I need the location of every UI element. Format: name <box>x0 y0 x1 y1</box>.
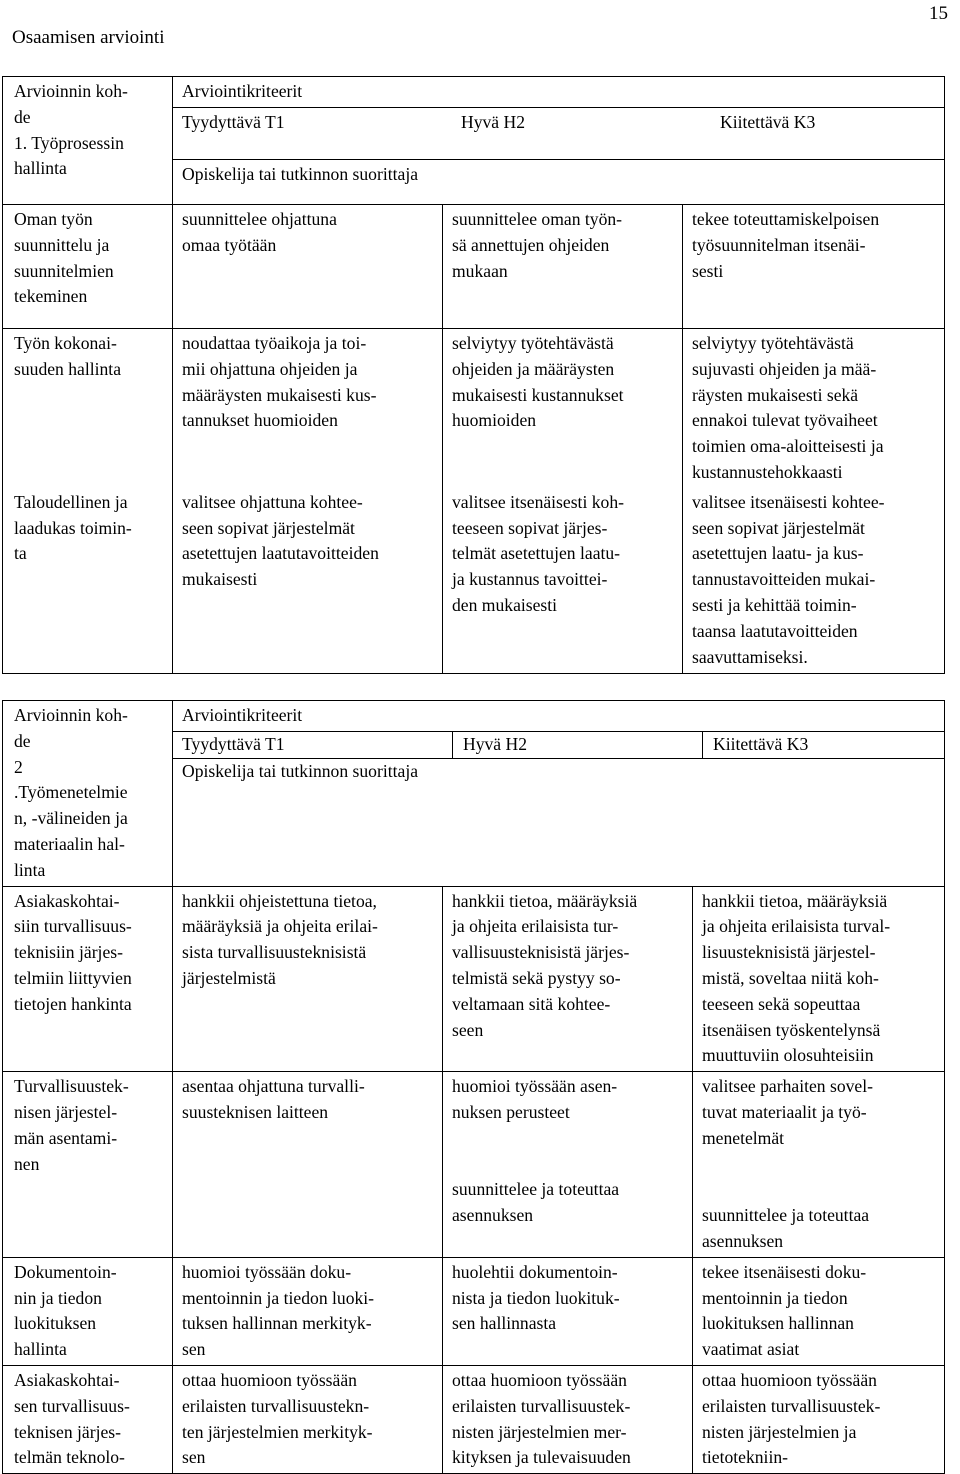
table-header-row <box>3 77 945 205</box>
row-k3: valitsee itsenäisesti kohtee- seen sopivat järjestelmät asetettujen laatu- ja kus- tannustavoitteiden mukai- sesti ja kehittää toimin- taansa laatutavoitteiden saavuttamiseksi. <box>692 491 885 667</box>
grade-h2: Hyvä H2 <box>453 732 703 758</box>
row-k3: selviytyy työtehtävästä sujuvasti ohjeiden ja mää- räysten mukaisesti sekä ennakoi tulevat työvaiheet toimien oma-aloitteisesti ja kustannustehokkaasti <box>692 333 884 482</box>
row-t1: suunnittelee ohjattuna omaa työtään <box>182 209 337 255</box>
subject-label: Opiskelija tai tutkinnon suorittaja <box>182 761 419 781</box>
row-h2: valitsee itsenäisesti koh- teeseen sopivat järjes- telmät asetettujen laatu- ja kustannus tavoittei- den mukaisesti <box>452 491 624 615</box>
row-target: Asiakaskohtai- siin turvallisuus- teknisiin järjes- telmiin liittyvien tietojen hankinta <box>14 890 132 1014</box>
row-h2: huolehtii dokumentoin- nista ja tiedon luokituk- sen hallinnasta <box>452 1261 620 1334</box>
row-t1: valitsee ohjattuna kohtee- seen sopivat järjestelmät asetettujen laatutavoitteiden mukaisesti <box>182 491 379 590</box>
table-row <box>3 1365 945 1473</box>
row-h2: suunnittelee oman työn- sä annettujen ohjeiden mukaan <box>452 209 623 281</box>
grade-t1: Tyydyttävä T1 <box>182 111 285 132</box>
row-h2: ottaa huomioon työssään erilaisten turvallisuustek- nisten järjestelmien mer- kityksen ja tulevaisuuden <box>452 1369 631 1468</box>
criteria-header <box>173 701 945 887</box>
row-k3: hankkii tietoa, määräyksiä ja ohjeita erilaisista turval- lisuusteknisistä järjestel- mistä, soveltaa niitä koh- teeseen sekä sopeuttaa itsenäisen työskentelynsä muuttuviin olosuhteisiin <box>702 890 891 1066</box>
grade-h2: Hyvä H2 <box>461 111 526 132</box>
assessment-target-header <box>3 701 173 887</box>
row-target: Dokumentoin- nin ja tiedon luokituksen hallinta <box>14 1261 117 1360</box>
row-k3: ottaa huomioon työssään erilaisten turvallisuustek- nisten järjestelmien ja tietotekniin- <box>702 1369 881 1468</box>
grade-k3: Kiitettävä K3 <box>720 111 816 132</box>
row-t1: huomioi työssään doku- mentoinnin ja tiedon luoki- tuksen hallinnan merkityk- sen <box>182 1261 375 1360</box>
table-row <box>3 329 945 488</box>
row-target: Turvallisuustek- nisen järjestel- män asentami- nen <box>14 1076 129 1174</box>
row-t1: noudattaa työaikoja ja toi- mii ohjattuna ohjeiden ja määräysten mukaisesti kus- tannukset huomioiden <box>182 333 377 431</box>
page-title: Osaamisen arviointi <box>12 27 165 48</box>
grade-t1: Tyydyttävä T1 <box>173 732 453 758</box>
table-row <box>3 1257 945 1365</box>
row-t1: hankkii ohjeistettuna tietoa, määräyksiä ja ohjeita erilai- sista turvallisuusteknisistä järjestelmistä <box>182 890 378 988</box>
grade-row <box>173 731 944 759</box>
grade-row <box>173 107 944 159</box>
row-k3: tekee toteuttamiskelpoisen työsuunnitelman itsenäi- sesti <box>692 209 880 281</box>
criteria-header <box>173 77 945 205</box>
criteria-label: Arviointikriteerit <box>182 81 303 101</box>
target-label: Arvioinnin koh- de 1. Työprosessin hallinta <box>14 81 128 179</box>
row-k3: valitsee parhaiten sovel- tuvat materiaalit ja työ- menetelmät suunnittelee ja toteuttaa asennuksen <box>702 1076 873 1251</box>
table-row <box>3 205 945 329</box>
assessment-table-1 <box>2 76 945 674</box>
table-header-row <box>3 701 945 887</box>
table-row <box>3 488 945 674</box>
criteria-label: Arviointikriteerit <box>182 705 303 725</box>
table-row <box>3 886 945 1072</box>
target-label: Arvioinnin koh- de 2 .Työmenetelmie n, -välineiden ja materiaalin hal- linta <box>14 705 128 880</box>
page-number: 15 <box>929 3 948 24</box>
row-target: Taloudellinen ja laadukas toimin- ta <box>14 491 132 564</box>
row-target: Asiakaskohtai- sen turvallisuus- teknisen järjes- telmän teknolo- <box>14 1369 130 1468</box>
row-target: Oman työn suunnittelu ja suunnitelmien tekeminen <box>14 209 114 307</box>
row-k3: tekee itsenäisesti doku- mentoinnin ja tiedon luokituksen hallinnan vaatimat asiat <box>702 1261 867 1360</box>
row-target: Työn kokonai- suuden hallinta <box>14 333 122 379</box>
assessment-target-header <box>3 77 173 205</box>
subject-label: Opiskelija tai tutkinnon suorittaja <box>173 159 944 190</box>
row-t1: asentaa ohjattuna turvalli- suusteknisen laitteen <box>182 1076 365 1122</box>
row-t1: ottaa huomioon työssään erilaisten turvallisuustekn- ten järjestelmien merkityk- sen <box>182 1369 373 1468</box>
table-row <box>3 1072 945 1258</box>
row-h2: hankkii tietoa, määräyksiä ja ohjeita erilaisista tur- vallisuusteknisistä järjes- telmistä sekä pystyy so- veltamaan sitä kohtee- seen <box>452 890 638 1040</box>
row-h2: selviytyy työtehtävästä ohjeiden ja määräysten mukaisesti kustannukset huomioiden <box>452 333 624 431</box>
grade-k3: Kiitettävä K3 <box>713 734 809 754</box>
row-h2: huomioi työssään asen- nuksen perusteet suunnittelee ja toteuttaa asennuksen <box>452 1076 620 1226</box>
assessment-table-2 <box>2 700 945 1474</box>
